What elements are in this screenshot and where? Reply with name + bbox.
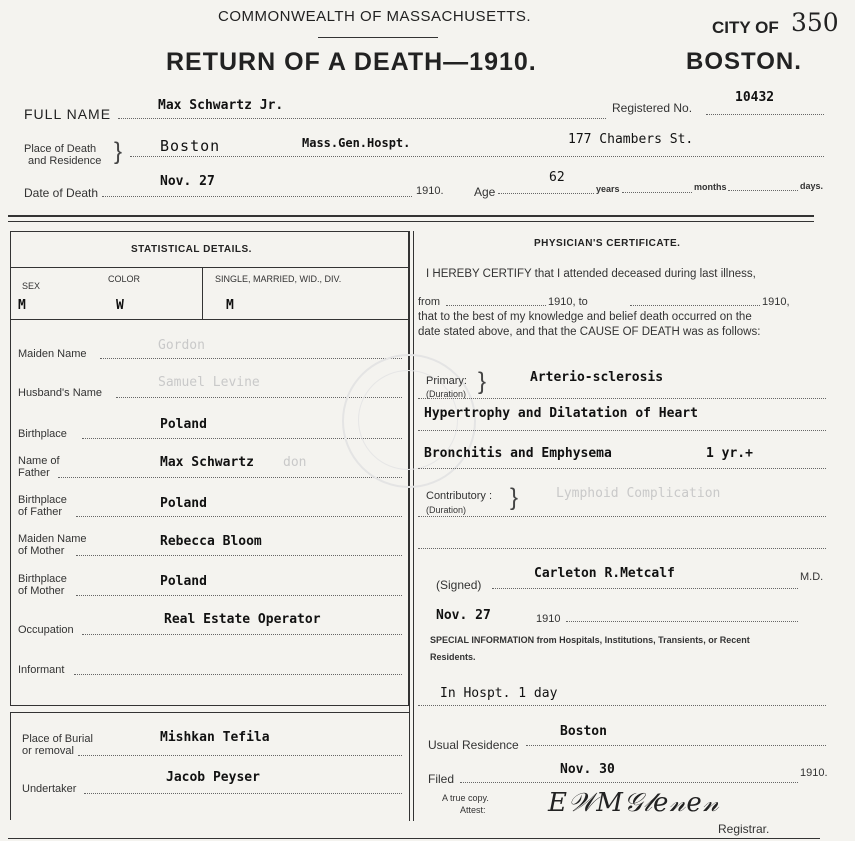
bp-father-value: Poland [160,496,207,511]
marital-value: M [226,298,234,313]
cause-2: Hypertrophy and Dilatation of Heart [424,406,698,421]
from-label: from [418,296,440,308]
stat-heading-rule [10,267,409,268]
bp-mother-label-1: Birthplace [18,573,67,585]
contributory-faded: Lymphoid Complication [556,486,721,501]
center-divider [409,231,410,821]
registrar-signature: 𝐸𝒲𝑀𝒢𝓁𝑒𝓃𝑒𝓃 [548,788,720,818]
years-label: years [596,184,620,194]
special-label-2: Residents. [430,652,476,662]
filed-value: Nov. 30 [560,762,615,777]
bp-mother-value: Poland [160,574,207,589]
cert-text-3: date stated above, and that the CAUSE OF DEATH was as follows: [418,326,761,338]
usual-residence-line [526,745,826,746]
signed-line [492,588,798,589]
bp-father-label-2: of Father [18,506,63,518]
center-divider-2 [413,231,414,821]
birthplace-label: Birthplace [18,428,67,440]
true-copy-label: A true copy. [442,793,489,803]
cause-1-line [418,398,826,399]
cause-1: Arterio-sclerosis [530,370,664,385]
years-line [622,192,692,193]
contributory-line [418,516,826,517]
signed-date: Nov. 27 [436,608,491,623]
undertaker-value: Jacob Peyser [166,770,260,785]
signed-label: (Signed) [436,578,482,592]
husband-label: Husband's Name [18,387,103,399]
full-name-line [118,118,606,119]
place-city: Boston [160,137,221,155]
signed-date-line [566,621,798,622]
age-value: 62 [549,170,565,185]
father-label-2: Father [18,467,50,479]
occupation-value: Real Estate Operator [164,612,321,627]
months-label: months [694,182,727,192]
physician-name: Carleton R.Metcalf [534,566,675,581]
mother-line [76,555,402,556]
contributory-line-2 [418,548,826,549]
usual-residence-value: Boston [560,724,607,739]
undertaker-label: Undertaker [22,783,77,795]
cause-2-line [418,430,826,431]
color-value: W [116,298,124,313]
sex-label: SEX [22,281,41,291]
place-brace: } [114,138,123,165]
father-line [58,477,402,478]
city-name: BOSTON. [686,48,802,75]
contributory-label: Contributory : [426,490,493,502]
contributory-duration-label: (Duration) [426,505,467,515]
place-hospital: Mass.Gen.Hospt. [302,136,411,150]
bottom-rule [8,838,820,839]
date-year: 1910. [416,185,444,197]
place-line [130,156,824,157]
primary-brace: } [478,368,487,395]
special-label: SPECIAL INFORMATION from Hospitals, Institutions, Transients, or Recent [430,635,750,645]
filed-year: 1910. [800,767,828,779]
maiden-name-label: Maiden Name [18,348,87,360]
color-label: COLOR [108,274,141,284]
cert-text-1: I HEREBY CERTIFY that I attended deceased during last illness, [426,268,756,280]
informant-label: Informant [18,664,65,676]
date-label: Date of Death [24,186,99,200]
cause-3: Bronchitis and Emphysema [424,446,612,461]
filed-label: Filed [428,772,455,786]
bp-father-line [76,516,402,517]
maiden-name-line [100,358,402,359]
md-label: M.D. [800,571,824,583]
months-line [728,190,798,191]
place-address: 177 Chambers St. [568,132,694,147]
special-value: In Hospt. 1 day [440,686,558,701]
father-faded: don [283,455,307,470]
full-name-label: FULL NAME [24,106,112,122]
contributory-brace: } [510,484,519,511]
burial-box [10,712,409,820]
primary-label: Primary: [426,375,467,387]
to-year: 1910, [762,296,790,308]
full-name-value: Max Schwartz Jr. [158,98,284,113]
city-number: 350 [791,8,839,37]
days-label: days. [800,181,824,191]
burial-line [78,755,402,756]
burial-value: Mishkan Tefila [160,730,270,745]
registered-line [706,114,824,115]
stat-heading: STATISTICAL DETAILS. [131,244,252,255]
to-line [630,305,760,306]
phys-heading: PHYSICIAN'S CERTIFICATE. [534,238,681,249]
sex-value: M [18,298,26,313]
sex-col-divider [202,267,203,319]
document-title: RETURN OF A DEATH—1910. [166,48,537,76]
birthplace-value: Poland [160,417,207,432]
burial-label-1: Place of Burial [22,733,93,745]
sex-row-rule [10,319,409,320]
burial-label-2: or removal [22,745,74,757]
header-rule [318,37,438,38]
age-line [498,193,594,194]
bp-mother-line [76,595,402,596]
attest-label: Attest: [460,805,486,815]
informant-line [74,674,402,675]
husband-faded: Samuel Levine [158,375,260,390]
state-heading: COMMONWEALTH OF MASSACHUSETTS. [218,8,532,25]
cause-3-duration: 1 yr.+ [706,446,753,461]
registered-label: Registered No. [612,101,693,115]
from-year: 1910, to [548,296,588,308]
signed-year: 1910 [536,613,561,625]
maiden-name-faded: Gordon [158,338,205,353]
place-label-1: Place of Death [24,143,97,155]
usual-residence-label: Usual Residence [428,738,519,752]
bp-mother-label-2: of Mother [18,585,65,597]
special-line [418,705,826,706]
from-line [446,305,546,306]
occupation-line [82,634,402,635]
section-rule-top-2 [8,221,814,222]
cert-text-2: that to the best of my knowledge and belief death occurred on the [418,311,752,323]
bp-father-label-1: Birthplace [18,494,67,506]
city-label: CITY OF [712,18,779,37]
occupation-label: Occupation [18,624,74,636]
undertaker-line [84,793,402,794]
date-line [102,196,412,197]
date-value: Nov. 27 [160,174,215,189]
cause-3-line [418,468,826,469]
registrar-label: Registrar. [718,822,770,836]
primary-duration-label: (Duration) [426,389,467,399]
mother-label-1: Maiden Name [18,533,87,545]
father-label-1: Name of [18,455,60,467]
place-label-2: and Residence [28,155,102,167]
mother-value: Rebecca Bloom [160,534,262,549]
filed-line [460,782,798,783]
mother-label-2: of Mother [18,545,65,557]
registered-number: 10432 [735,90,775,105]
age-label: Age [474,185,496,199]
father-value: Max Schwartz [160,455,254,470]
marital-label: SINGLE, MARRIED, WID., DIV. [215,274,342,284]
section-rule-top [8,215,814,217]
